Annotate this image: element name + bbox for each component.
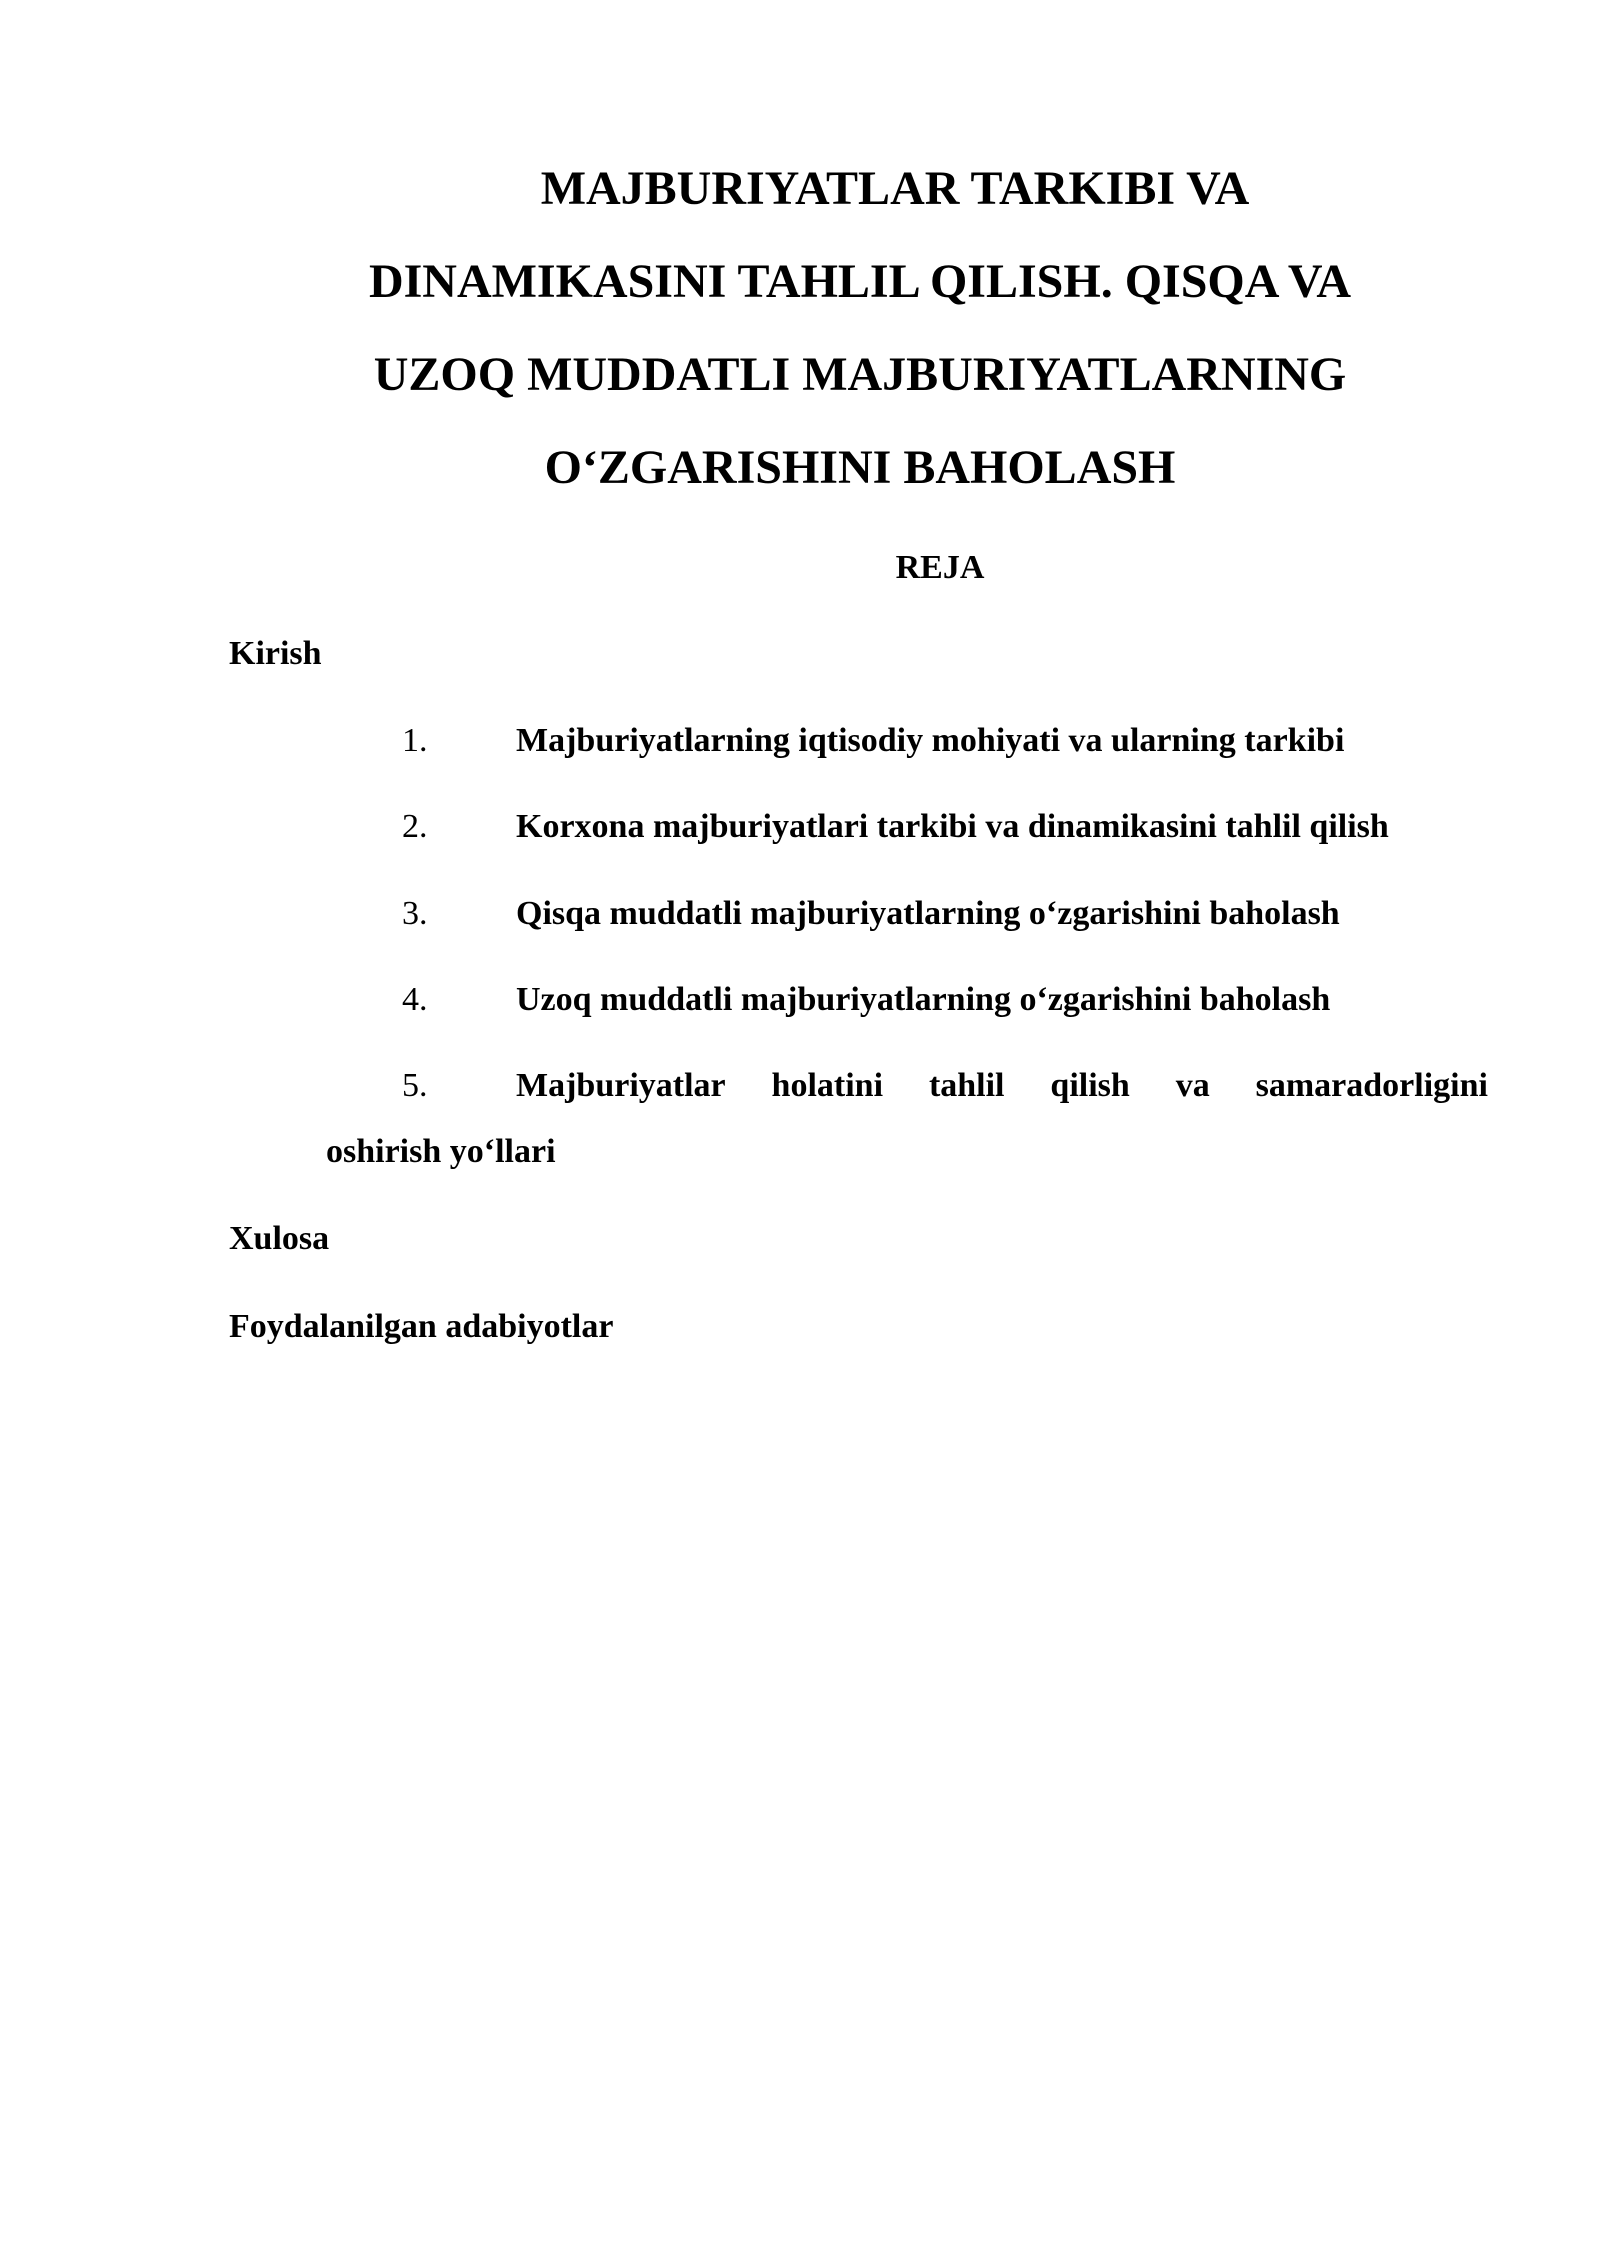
plan-item-number: 5. [402,1067,428,1104]
title-line: DINAMIKASINI TAHLIL QILISH. QISQA VA [368,255,1352,308]
plan-item-word: qilish [1050,1067,1130,1104]
plan-item-text: Uzoq muddatli majburiyatlarning o‘zgarishini baholash [516,981,1331,1018]
document-title [230,142,1490,514]
title-line: O‘ZGARISHINI BAHOLASH [544,441,1176,494]
plan-item-number: 4. [402,981,428,1018]
plan-item-word: tahlil [928,1067,1005,1104]
plan-item-text-line [516,1060,1488,1112]
title-line: UZOQ MUDDATLI MAJBURIYATLARNING [373,348,1347,401]
plan-item-word: samaradorligini [1255,1067,1488,1104]
plan-item-number: 2. [402,808,428,845]
references-heading: Foydalanilgan adabiyotlar [229,1308,614,1345]
plan-item-number: 1. [402,722,428,759]
plan-item-word: va [1175,1067,1210,1104]
plan-item-text-continuation: oshirish yo‘llari [326,1133,556,1170]
title-line: MAJBURIYATLAR TARKIBI VA [540,162,1250,215]
plan-item-word: holatini [771,1067,884,1104]
plan-item-text: Korxona majburiyatlari tarkibi va dinamikasini tahlil qilish [516,808,1389,845]
plan-item-text: Majburiyatlarning iqtisodiy mohiyati va ularning tarkibi [516,722,1345,759]
intro-heading: Kirish [229,635,322,672]
plan-item-word: Majburiyatlar [516,1067,726,1104]
plan-item-number: 3. [402,895,428,932]
plan-item-text: Qisqa muddatli majburiyatlarning o‘zgarishini baholash [516,895,1340,932]
conclusion-heading: Xulosa [229,1220,330,1257]
plan-heading: REJA [895,549,985,586]
